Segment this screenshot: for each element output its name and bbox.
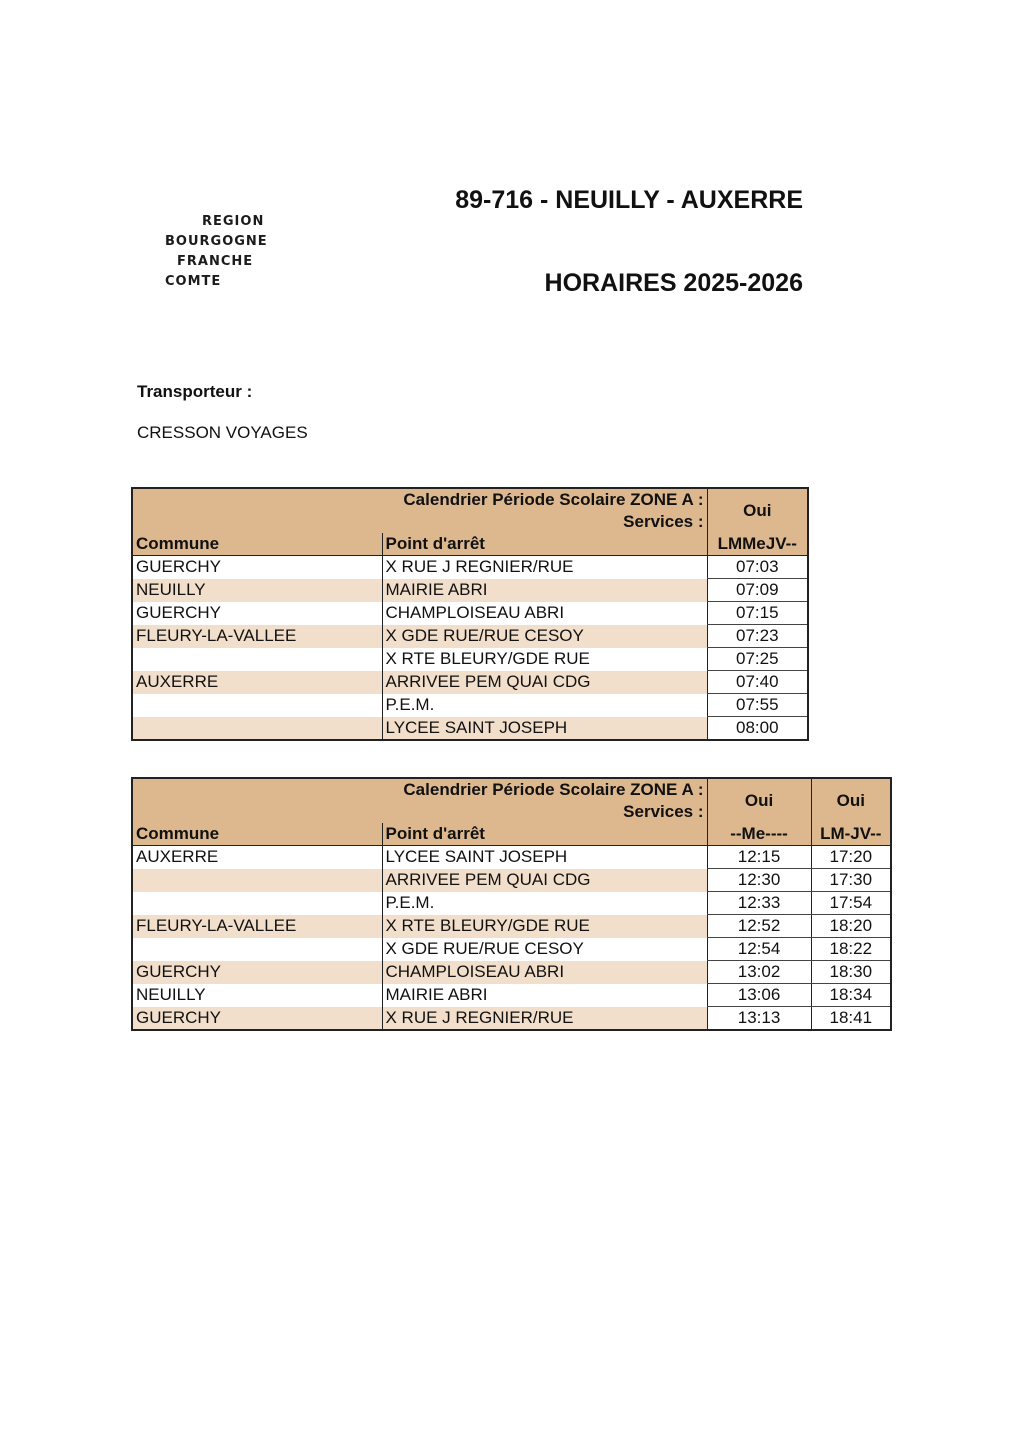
time-cell: 17:54 [811,892,891,915]
time-cell: 12:30 [707,869,811,892]
time-cell: 17:30 [811,869,891,892]
time-cell: 07:09 [707,579,808,602]
commune-cell [132,892,382,915]
commune-cell [132,869,382,892]
time-cell: 08:00 [707,717,808,741]
table-row [132,648,808,671]
time-cell: 07:15 [707,602,808,625]
services-label: Services : [132,511,707,533]
service-active-flag: Oui [707,778,811,823]
commune-column-header: Commune [132,823,382,846]
time-cell: 18:34 [811,984,891,1007]
time-cell: 07:23 [707,625,808,648]
commune-cell [132,717,382,741]
carrier-label: Transporteur : [137,382,253,401]
table-row [132,961,891,984]
page-title: 89-716 - NEUILLY - AUXERRE [455,186,803,214]
stop-column-header: Point d'arrêt [382,533,707,556]
table-row [132,602,808,625]
commune-cell: FLEURY-LA-VALLEE [132,625,382,648]
stop-cell: LYCEE SAINT JOSEPH [382,846,707,869]
commune-cell: GUERCHY [132,602,382,625]
commune-cell: AUXERRE [132,846,382,869]
time-cell: 12:33 [707,892,811,915]
stop-cell: X GDE RUE/RUE CESOY [382,625,707,648]
commune-cell: FLEURY-LA-VALLEE [132,915,382,938]
commune-cell: GUERCHY [132,556,382,579]
commune-cell: NEUILLY [132,579,382,602]
time-cell: 18:20 [811,915,891,938]
service-days: --Me---- [707,823,811,846]
table-row [132,869,891,892]
stop-cell: X GDE RUE/RUE CESOY [382,938,707,961]
stop-cell: X RUE J REGNIER/RUE [382,1007,707,1031]
services-header-row [132,511,808,533]
commune-cell [132,938,382,961]
commune-cell: NEUILLY [132,984,382,1007]
calendar-header-row [132,778,891,801]
stop-cell: MAIRIE ABRI [382,984,707,1007]
column-header-row [132,533,808,556]
table-row [132,984,891,1007]
time-cell: 18:22 [811,938,891,961]
table-row [132,717,808,741]
services-label: Services : [132,801,707,823]
time-cell: 17:20 [811,846,891,869]
region-logo [165,212,268,292]
calendar-label: Calendrier Période Scolaire ZONE A : [132,488,707,511]
table-row [132,694,808,717]
table-row [132,579,808,602]
schedule-table-afternoon [131,777,892,1031]
calendar-header-row [132,488,808,511]
table-row [132,1007,891,1031]
column-header-row [132,823,891,846]
table-row [132,938,891,961]
time-cell: 18:41 [811,1007,891,1031]
schedule-table-morning [131,487,809,741]
commune-cell: GUERCHY [132,961,382,984]
commune-cell [132,648,382,671]
stop-cell: X RTE BLEURY/GDE RUE [382,915,707,938]
stop-cell: P.E.M. [382,694,707,717]
table-row [132,915,891,938]
table-row [132,892,891,915]
time-cell: 12:15 [707,846,811,869]
stop-cell: CHAMPLOISEAU ABRI [382,961,707,984]
time-cell: 07:55 [707,694,808,717]
stop-cell: P.E.M. [382,892,707,915]
time-cell: 12:52 [707,915,811,938]
stop-column-header: Point d'arrêt [382,823,707,846]
table-row [132,625,808,648]
stop-cell: MAIRIE ABRI [382,579,707,602]
table-row [132,846,891,869]
commune-cell [132,694,382,717]
service-active-flag: Oui [707,488,808,533]
stop-cell: ARRIVEE PEM QUAI CDG [382,869,707,892]
logo-line-franche: FRANCHE [177,254,254,269]
carrier-name: CRESSON VOYAGES [137,423,308,442]
commune-cell: AUXERRE [132,671,382,694]
service-active-flag: Oui [811,778,891,823]
time-cell: 07:40 [707,671,808,694]
time-cell: 13:06 [707,984,811,1007]
time-cell: 13:02 [707,961,811,984]
service-days: LMMeJV-- [707,533,808,556]
stop-cell: ARRIVEE PEM QUAI CDG [382,671,707,694]
commune-cell: GUERCHY [132,1007,382,1031]
time-cell: 12:54 [707,938,811,961]
stop-cell: LYCEE SAINT JOSEPH [382,717,707,741]
logo-line-region: REGION [202,214,265,229]
time-cell: 13:13 [707,1007,811,1031]
time-cell: 07:03 [707,556,808,579]
table-row [132,671,808,694]
calendar-label: Calendrier Période Scolaire ZONE A : [132,778,707,801]
logo-line-bourgogne: BOURGOGNE [165,234,268,249]
logo-line-comte: COMTE [165,274,222,289]
stop-cell: X RUE J REGNIER/RUE [382,556,707,579]
page-subtitle: HORAIRES 2025-2026 [544,269,803,297]
time-cell: 07:25 [707,648,808,671]
commune-column-header: Commune [132,533,382,556]
stop-cell: X RTE BLEURY/GDE RUE [382,648,707,671]
table-row [132,556,808,579]
time-cell: 18:30 [811,961,891,984]
service-days: LM-JV-- [811,823,891,846]
stop-cell: CHAMPLOISEAU ABRI [382,602,707,625]
